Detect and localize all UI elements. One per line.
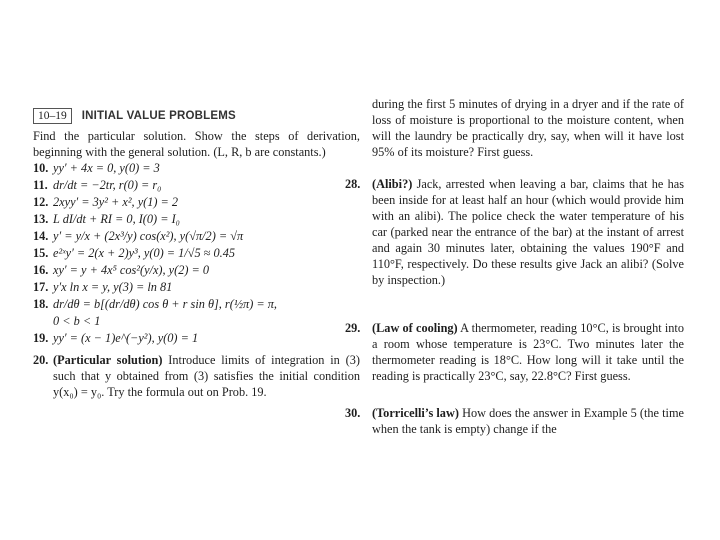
problem-label: (Alibi?): [372, 177, 413, 191]
problem-condition: 0 < b < 1: [53, 314, 101, 328]
problem-text: How does the answer in Example 5 (the time when the tank is empty) change if the: [372, 406, 684, 436]
problem-label: (Law of cooling): [372, 321, 458, 335]
problem-equation: xy′ = y + 4x⁵ cos²(y/x), y(2) = 0: [53, 263, 210, 277]
problem-label: (Torricelli’s law): [372, 406, 459, 420]
problem-number: 18.: [33, 297, 49, 311]
problem-equation: y′x ln x = y, y(3) = ln 81: [53, 280, 173, 294]
problem-13: [33, 211, 180, 227]
problem-label: (Particular solution): [53, 353, 163, 367]
problem-29: [345, 320, 684, 384]
problem-equation: yy′ + 4x = 0, y(0) = 3: [53, 161, 160, 175]
section-title: INITIAL VALUE PROBLEMS: [81, 110, 236, 122]
problem-30: [345, 405, 684, 437]
problem-20-body: [53, 352, 360, 400]
problem-number: 11.: [33, 178, 48, 192]
problem-30-body: [372, 405, 684, 437]
problem-28-body: [372, 176, 684, 288]
problem-number: 10.: [33, 161, 49, 175]
problem-number: 19.: [33, 331, 49, 345]
problem-number: 17.: [33, 280, 49, 294]
problem-28: [345, 176, 684, 288]
section-instructions: Find the particular solution. Show the steps of derivation, beginning with the general solution. (L, R, b are constants.): [33, 129, 360, 159]
problem-equation: e²ˣy′ = 2(x + 2)y³, y(0) = 1/√5 ≈ 0.45: [53, 246, 236, 260]
problem-14: [33, 228, 243, 244]
problem-20: [33, 352, 360, 400]
problem-number: 15.: [33, 246, 49, 260]
problem-equation: yy′ = (x − 1)e^(−y²), y(0) = 1: [53, 331, 199, 345]
section-range-box: 10–19: [33, 108, 72, 124]
problem-number: 29.: [345, 321, 361, 335]
problem-text: Jack, arrested when leaving a bar, claims that he has been inside for at least half an hour (which would provide him with an alibi). The police check the water temperature of his car (parked near the entrance of the bar) at the instant of arrest and again 30 minutes later, obtaining the values 190°F and 110°F, respectively. Do these results give Jack an alibi? (Solve by inspection.): [372, 177, 684, 287]
problem-16: [33, 262, 209, 278]
problem-29-body: [372, 320, 684, 384]
problem-15: [33, 245, 235, 261]
problem-11: [33, 177, 161, 193]
problem-text: Introduce limits of integration in (3) such that y obtained from (3) satisfies the initial condition y(x₀) = y₀. Try the formula out on Prob. 19.: [53, 353, 361, 399]
problem-18: [33, 296, 277, 312]
problem-number: 14.: [33, 229, 49, 243]
problem-equation: dr/dt = −2tr, r(0) = r₀: [53, 178, 162, 192]
problem-10: [33, 160, 160, 176]
problem-number: 16.: [33, 263, 49, 277]
problem-19: [33, 330, 198, 346]
problem-equation: L dI/dt + RI = 0, I(0) = I₀: [53, 212, 180, 226]
problem-12: [33, 194, 178, 210]
problem-17: [33, 279, 172, 295]
problem-number: 12.: [33, 195, 49, 209]
section-header: [33, 108, 236, 124]
problem-number: 13.: [33, 212, 49, 226]
problem-number: 20.: [33, 353, 49, 367]
carryover-paragraph: during the first 5 minutes of drying in a dryer and if the rate of loss of moisture is proportional to the moisture content, when will the laundry be practically dry, say, when will it have lost 95% of its moisture? First guess.: [372, 97, 684, 159]
problem-number: 28.: [345, 177, 361, 191]
problem-equation: y′ = y/x + (2x³/y) cos(x²), y(√π/2) = √π: [53, 229, 244, 243]
problem-number: 30.: [345, 406, 361, 420]
problem-text: A thermometer, reading 10°C, is brought into a room whose temperature is 23°C. Two minutes later the thermometer reading is 18°C. How long will it take until the reading is practically 23°C, say, 22.8°C? First guess.: [372, 321, 684, 383]
problem-18-continuation: [33, 313, 100, 329]
problem-equation: dr/dθ = b[(dr/dθ) cos θ + r sin θ], r(½π) = π,: [53, 297, 277, 311]
problem-equation: 2xyy′ = 3y² + x², y(1) = 2: [53, 195, 179, 209]
